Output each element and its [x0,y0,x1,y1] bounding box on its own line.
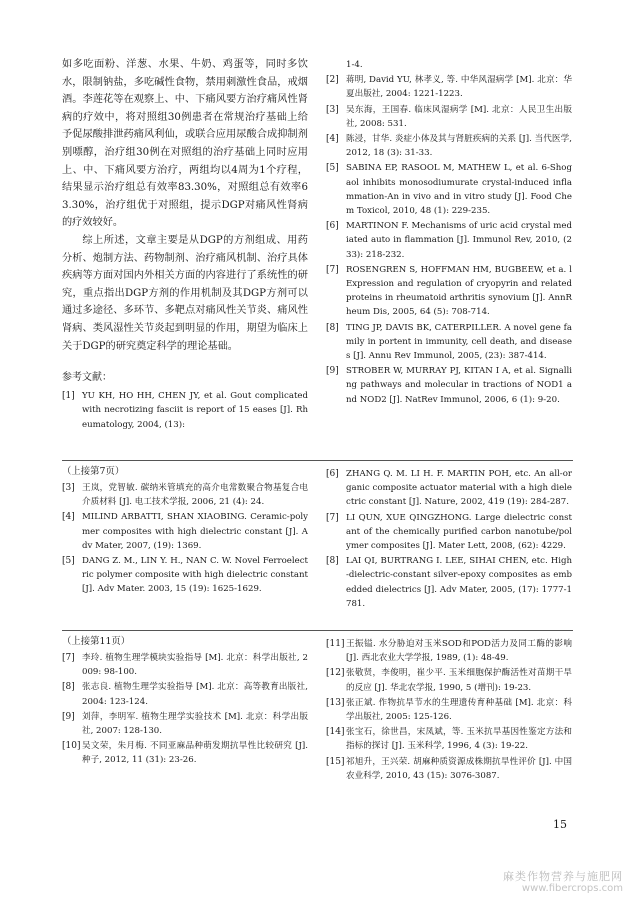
reference-item [326,73,572,101]
reference-item [326,132,572,160]
reference-item [326,58,572,72]
reference-text: 蒋明, David YU, 林孝义, 等. 中华风湿病学 [M]. 北京：华夏出版社, 2004: 1221-1223. [346,75,572,100]
continued-section-page-7 [62,463,572,612]
article-section [62,56,572,433]
reference-item [62,710,308,738]
reference-text: SABINA EP, RASOOL M, MATHEW L, et al. 6-Shogaol inhibits monosodiumurate crystal-induced inflammation-An in vivo and in vitro study [J]. Food Chem Toxicol, 2010, 48 (1): 229-235. [346,163,572,217]
reference-number: [12] [326,668,345,679]
reference-item [62,651,308,679]
reference-item [62,481,308,509]
reference-number: [7] [326,264,339,275]
reference-text: 陈浸，甘华. 炎症小体及其与肾脏疾病的关系 [J]. 当代医学, 2012, 18 (3): 31-33. [346,134,572,159]
reference-text: ZHANG Q. M. LI H. F. MARTIN POH, etc. An all-organic composite actuator material with a high dielectric constant [J]. Nature, 2002, 419 (19): 284-287. [346,469,572,508]
reference-number: [6] [326,221,339,232]
reference-text: STROBER W, MURRAY PJ, KITAN I A, et al. Signalling pathways and molecular in tractions of NOD1 and NOD2 [J]. NatRev Immunol, 2006, 6 (1): 9-20. [346,366,572,405]
reference-item [62,510,308,553]
reference-number: [7] [326,512,339,523]
reference-text: LI QUN, XUE QINGZHONG. Large dielectric constant of the chemically purified carbon nanotube/polymer composites [J]. Mater Lett, 2008, (62): 4229. [346,512,572,552]
references-heading: 参考文献： [62,372,112,384]
reference-item [326,219,572,262]
reference-number: [8] [62,682,75,693]
reference-item [62,739,308,767]
reference-number: [4] [326,134,339,145]
reference-number: [9] [62,711,75,722]
reference-number: [9] [326,366,339,377]
reference-number: [8] [326,556,339,567]
watermark-url: www.fibercrops.com [521,883,623,894]
reference-item [326,637,572,665]
reference-item [326,666,572,694]
watermark-text: 麻类作物营养与施肥网 [503,870,623,883]
reference-text: 王岚，党智敏. 碳纳米管填充的高介电常数聚合物基复合电介质材料 [J]. 电工技术学报, 2006, 21 (4): 24. [82,483,308,508]
reference-text: LAI QI, BURTRANG I. LEE, SIHAI CHEN, etc. High-dielectric-constant silver-epoxy composites as embedded dielectrics [J]. Adv Mater, 2005, (17): 1777-1781. [346,556,572,609]
reference-text: DANG Z. M., LIN Y. H., NAN C. W. Novel Ferroelectric polymer composite with high dielectric constant [J]. Adv Mater. 2003, 15 (19): 1625-1629. [82,556,308,595]
continued-label: （上接第7页） [62,466,125,477]
reference-number: [3] [326,104,339,115]
reference-item [326,554,572,611]
continued-label: （上接第11页） [62,636,131,647]
body-paragraph: 如多吃面粉、洋葱、水果、牛奶、鸡蛋等，同时多饮水，限制钠盐，多吃碱性食物，禁用刺激性食品，戒烟酒。李莲花等在观察上、中、下痛风要方治疗痛风性肾病的疗效中，将对照组30例患者在常规治疗基础上给予促尿酸排泄药痛风利仙，或联合应用尿酸合成抑制剂别嘌醇，治疗组30例在对照组的治疗基础上同时应用上、中、下痛风要方治疗，两组均以4周为1个疗程，结果显示治疗组总有效率83.30%，对照组总有效率63.30%，治疗组优于对照组，提示DGP对痛风性肾病的疗效较好。 [62,59,308,229]
reference-item [326,364,572,407]
reference-text: ROSENGREN S, HOFFMAN HM, BUGBEEW, et a. l Expression and regulation of cryopyrin and related proteins in rheumatoid arthritis synovium [J]. AnnRheum Dis, 2005, 64 (5): 708-714. [346,264,572,318]
body-paragraph: 综上所述，文章主要是从DGP的方剂组成、用药分析、炮制方法、药物制剂、治疗痛风机制、治疗具体疾病等方面对国内外相关方面的内容进行了系统性的研究，重点指出DGP方剂的作用机制及其DGP方剂可以通过多途径、多环节、多靶点对痛风性关节炎、痛风性肾病、类风湿性关节炎起到明显的作用，期望为临床上关于DGP的研究奠定科学的理论基础。 [62,234,308,352]
section-divider [62,460,573,461]
reference-text: MARTINON F. Mechanisms of uric acid crystal mediated auto in flammation [J]. Immunol Rev, 2010, (233): 218-232. [346,221,572,260]
right-column [326,633,572,784]
section-divider [62,630,573,631]
reference-item [326,103,572,131]
reference-item [326,755,572,783]
reference-number: [14] [326,727,345,738]
reference-item [62,680,308,708]
right-column [326,463,572,612]
reference-text: 1-4. [346,60,363,70]
reference-number [326,58,346,72]
reference-text: MILIND ARBATTI, SHAN XIAOBING. Ceramic-polymer composites with high dielectric constant [J]. Adv Mater, 2007, (19): 1369. [82,512,308,551]
reference-number: [3] [62,483,75,493]
reference-number: [5] [326,163,339,174]
reference-item [326,321,572,364]
reference-number: [7] [62,653,75,663]
reference-number: [13] [326,697,345,708]
reference-number: [8] [326,322,339,333]
reference-number: [4] [62,512,75,523]
reference-number: [11] [326,639,345,649]
left-column [62,56,308,433]
left-column [62,463,308,612]
reference-item [326,467,572,510]
reference-text: 祁旭升，王兴荣. 胡麻种质资源成株期抗旱性评价 [J]. 中国农业科学, 2010, 43 (15): 3076-3087. [346,756,572,781]
reference-number: [1] [62,391,75,402]
reference-text: TING JP, DAVIS BK, CATERPILLER. A novel gene family in portent in immunity, cell death, and diseases [J]. Annu Rev Immunol, 2005, (23): 387-414. [346,322,572,362]
left-column [62,633,308,784]
reference-item [326,263,572,320]
reference-item [326,696,572,724]
reference-number: [6] [326,469,339,479]
reference-text: 张志良. 植物生理学实验指导 [M]. 北京：高等教育出版社, 2004: 123-124. [82,682,308,707]
reference-number: [10] [62,741,81,752]
page-number: 15 [553,818,567,831]
reference-text: 张正斌. 作物抗旱节水的生理遗传育种基础 [M]. 北京：科学出版社, 2005: 125-126. [346,697,572,723]
reference-text: 张宝石，徐世昌，宋凤斌，等. 玉米抗旱基因性鉴定方法和指标的探讨 [J]. 玉米科学, 1996, 4 (3): 19-22. [346,727,572,752]
right-column [326,56,572,433]
reference-text: 刘萍，李明军. 植物生理学实验技术 [M]. 北京：科学出版社, 2007: 128-130. [82,711,308,737]
reference-item [326,161,572,218]
reference-number: [5] [62,556,75,567]
reference-number: [2] [326,75,339,86]
reference-text: YU KH, HO HH, CHEN JY, et al. Gout complicated with necrotizing fasciit is report of 15 eases [J]. Rheumatology, 2004, (13): [82,391,308,430]
reference-item [326,725,572,753]
reference-text: 吴文荣，朱月梅. 不同亚麻品种萌发期抗旱性比较研究 [J]. 种子, 2012, 11 (31): 23-26. [82,741,308,766]
reference-item [62,554,308,597]
reference-text: 吴东海，王国春. 临床风湿病学 [M]. 北京：人民卫生出版社, 2008: 531. [346,104,572,129]
reference-text: 张敬贤，李俊明，崔少平. 玉米细胞保护酶活性对苗期干旱的反应 [J]. 华北农学报, 1990, 5 (增刊): 19-23. [346,668,572,693]
reference-number: [15] [326,756,345,767]
continued-section-page-11 [62,633,572,784]
reference-text: 李玲. 植物生理学模块实验指导 [M]. 北京：科学出版社, 2009: 98-100. [82,653,308,678]
reference-list [62,389,308,432]
reference-item [326,511,572,554]
reference-text: 王振镒. 水分胁迫对玉米SOD和POD活力及同工酶的影响 [J]. 西北农业大学学报, 1989, (1): 48-49. [346,639,572,664]
reference-item [62,389,308,432]
